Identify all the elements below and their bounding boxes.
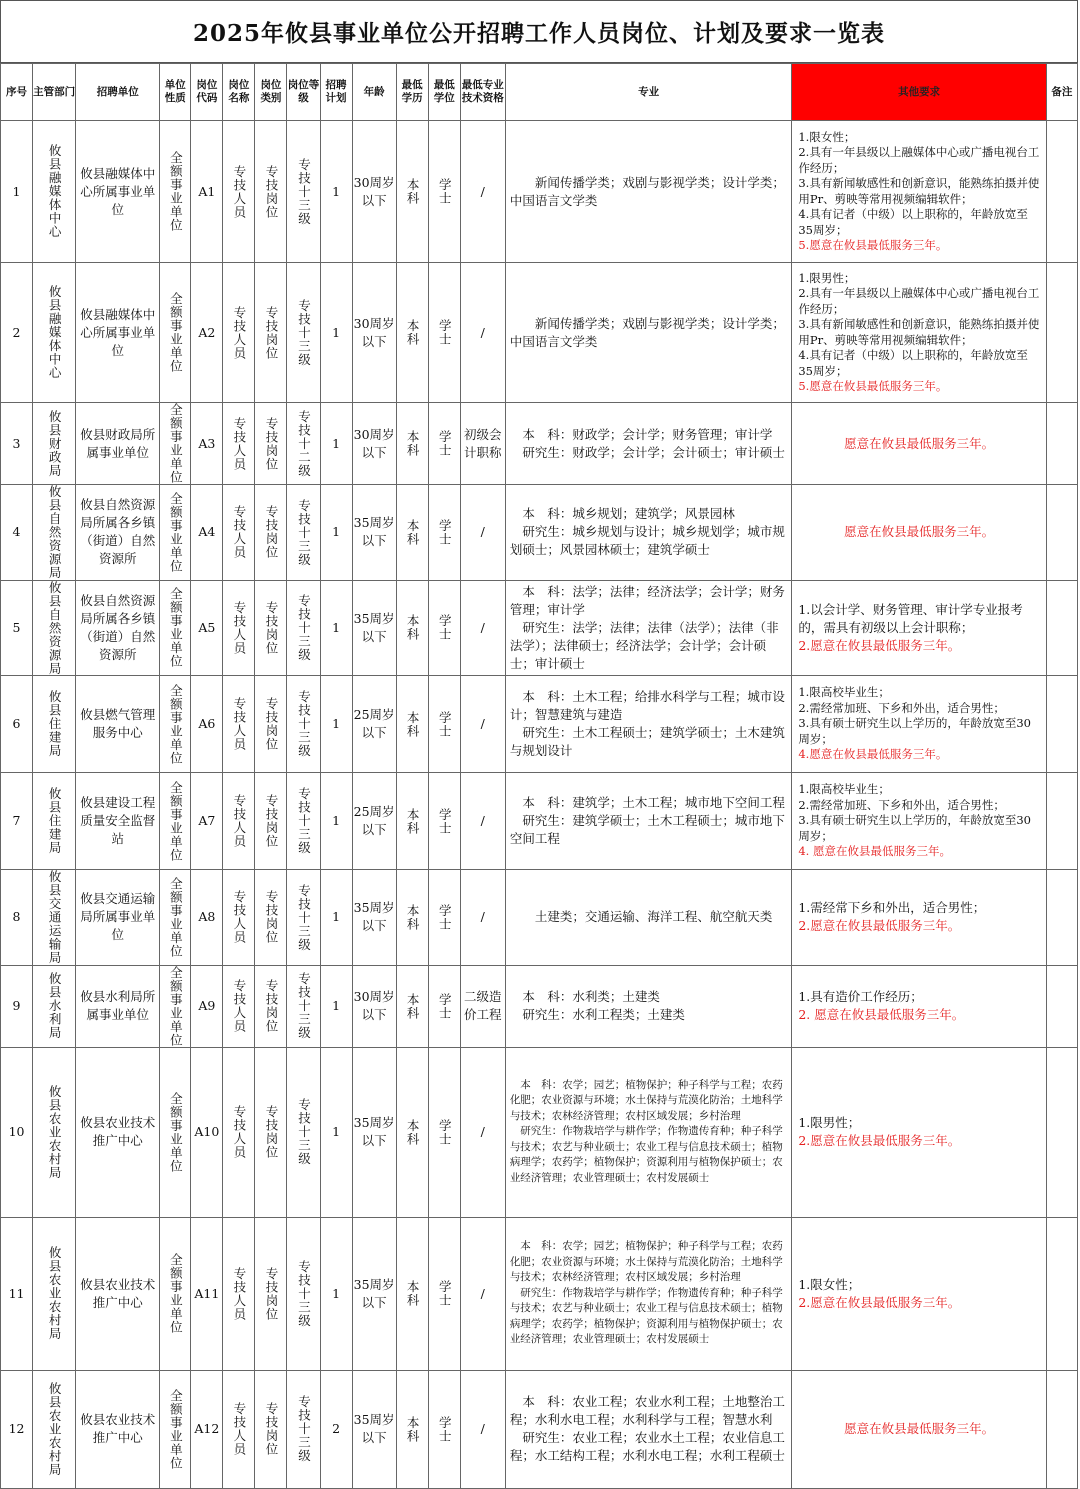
cell-seq: 8: [1, 870, 33, 966]
cell-name: 专技人员: [223, 580, 255, 676]
cell-dept: 攸县农业农村局: [33, 1217, 76, 1370]
cell-degree: 学士: [428, 121, 460, 263]
cell-note: [1046, 485, 1077, 581]
cell-qual: /: [460, 580, 505, 676]
cell-major: [505, 773, 792, 870]
cell-nature: 全额事业单位: [160, 1217, 191, 1370]
cell-degree: 学士: [428, 1370, 460, 1488]
major-line: 土建类；交通运输、海洋工程、航空航天类: [509, 909, 773, 925]
cell-seq: 7: [1, 773, 33, 870]
header-row: [1, 64, 1078, 121]
cell-qual: /: [460, 485, 505, 581]
cell-dept: 攸县交通运输局: [33, 870, 76, 966]
cell-req: [792, 1370, 1046, 1488]
table-row: [1, 1217, 1078, 1370]
cell-seq: 6: [1, 676, 33, 773]
cell-note: [1046, 1370, 1077, 1488]
cell-edu: 本科: [396, 965, 428, 1047]
cell-unit: 攸县融媒体中心所属事业单位: [76, 121, 160, 263]
cell-seq: 9: [1, 965, 33, 1047]
req-line: 2.具有一年县级以上融媒体中心或广播电视台工作经历；: [798, 145, 1040, 175]
cell-unit: 攸县农业技术推广中心: [76, 1370, 160, 1488]
req-line: 1.以会计学、财务管理、审计学专业报考的，需具有初级以上会计职称；: [798, 601, 1023, 635]
cell-note: [1046, 676, 1077, 773]
cell-major: [505, 403, 792, 485]
cell-dept: 攸县住建局: [33, 676, 76, 773]
header-nature: 单位性质: [160, 64, 191, 121]
cell-level: 专技十二级: [287, 403, 320, 485]
req-line: 1.限男性；: [798, 270, 856, 285]
req-line: 1.限高校毕业生；: [798, 782, 890, 797]
cell-major: [505, 870, 792, 966]
req-line: 3.具有硕士研究生以上学历的，年龄放宽至30周岁；: [798, 716, 1031, 746]
req-line: 2.愿意在攸县最低服务三年。: [798, 637, 961, 653]
cell-note: [1046, 403, 1077, 485]
cell-plan: 1: [320, 121, 352, 263]
cell-age: 30周岁以下: [352, 403, 396, 485]
cell-level: 专技十三级: [287, 870, 320, 966]
cell-nature: 全额事业单位: [160, 1047, 191, 1217]
cell-category: 专技岗位: [255, 1370, 287, 1488]
major-line: 研究生：建筑学硕士；土木工程硕士；城市地下空间工程: [509, 813, 785, 846]
cell-plan: 2: [320, 1370, 352, 1488]
cell-edu: 本科: [396, 403, 428, 485]
cell-qual: 二级造价工程: [460, 965, 505, 1047]
cell-major: [505, 263, 792, 403]
cell-age: 25周岁以下: [352, 773, 396, 870]
table-row: [1, 263, 1078, 403]
recruitment-table: [0, 63, 1078, 1489]
cell-nature: 全额事业单位: [160, 580, 191, 676]
cell-degree: 学士: [428, 676, 460, 773]
cell-dept: 攸县融媒体中心: [33, 121, 76, 263]
cell-name: 专技人员: [223, 1370, 255, 1488]
cell-unit: 攸县财政局所属事业单位: [76, 403, 160, 485]
cell-qual: /: [460, 1047, 505, 1217]
cell-qual: /: [460, 1370, 505, 1488]
req-line: 2. 愿意在攸县最低服务三年。: [798, 1007, 965, 1022]
header-edu: 最低学历: [396, 64, 428, 121]
cell-plan: 1: [320, 485, 352, 581]
cell-unit: 攸县农业技术推广中心: [76, 1217, 160, 1370]
cell-age: 35周岁以下: [352, 1370, 396, 1488]
cell-note: [1046, 263, 1077, 403]
cell-degree: 学士: [428, 1047, 460, 1217]
cell-major: [505, 485, 792, 581]
cell-nature: 全额事业单位: [160, 485, 191, 581]
cell-name: 专技人员: [223, 1217, 255, 1370]
req-line: 4. 愿意在攸县最低服务三年。: [798, 844, 951, 859]
cell-nature: 全额事业单位: [160, 773, 191, 870]
cell-code: A2: [191, 263, 223, 403]
cell-category: 专技岗位: [255, 773, 287, 870]
cell-seq: 10: [1, 1047, 33, 1217]
cell-degree: 学士: [428, 870, 460, 966]
cell-major: [505, 676, 792, 773]
cell-plan: 1: [320, 403, 352, 485]
table-row: [1, 870, 1078, 966]
cell-edu: 本科: [396, 1047, 428, 1217]
major-line: 本 科：农学；园艺；植物保护；种子科学与工程；农药化肥；农业资源与环境；水土保持与荒漠化防治；土地科学与技术；农林经济管理；农村区域发展；乡村治理: [509, 1078, 783, 1122]
header-seq: 序号: [1, 64, 33, 121]
table-row: [1, 121, 1078, 263]
req-line: 1.具有造价工作经历；: [798, 989, 923, 1004]
cell-dept: 攸县水利局: [33, 965, 76, 1047]
req-line: 1.需经常下乡和外出，适合男性；: [798, 900, 986, 916]
cell-qual: /: [460, 773, 505, 870]
cell-age: 30周岁以下: [352, 965, 396, 1047]
cell-dept: 攸县自然资源局: [33, 580, 76, 676]
header-code: 岗位代码: [191, 64, 223, 121]
cell-age: 35周岁以下: [352, 485, 396, 581]
header-req: 其他要求: [792, 64, 1046, 121]
header-name: 岗位名称: [223, 64, 255, 121]
req-line: 2.愿意在攸县最低服务三年。: [798, 918, 961, 934]
cell-dept: 攸县自然资源局: [33, 485, 76, 581]
cell-name: 专技人员: [223, 485, 255, 581]
cell-age: 30周岁以下: [352, 121, 396, 263]
major-line: 本 科：财政学；会计学；财务管理；审计学: [509, 426, 773, 442]
cell-edu: 本科: [396, 676, 428, 773]
header-qual: 最低专业技术资格: [460, 64, 505, 121]
cell-name: 专技人员: [223, 403, 255, 485]
major-line: 研究生：农业工程；农业水土工程；农业信息工程；水工结构工程；水利水电工程；水利工程硕士: [509, 1430, 785, 1463]
table-row: [1, 773, 1078, 870]
cell-name: 专技人员: [223, 870, 255, 966]
cell-req: [792, 965, 1046, 1047]
header-level: 岗位等级: [287, 64, 320, 121]
cell-code: A6: [191, 676, 223, 773]
cell-degree: 学士: [428, 485, 460, 581]
cell-qual: /: [460, 1217, 505, 1370]
cell-unit: 攸县建设工程质量安全监督站: [76, 773, 160, 870]
cell-nature: 全额事业单位: [160, 403, 191, 485]
cell-nature: 全额事业单位: [160, 1370, 191, 1488]
req-line: 2.愿意在攸县最低服务三年。: [798, 1294, 961, 1310]
req-line: 1.限女性；: [798, 1276, 861, 1292]
cell-qual: /: [460, 263, 505, 403]
cell-note: [1046, 1047, 1077, 1217]
cell-level: 专技十三级: [287, 580, 320, 676]
cell-edu: 本科: [396, 580, 428, 676]
cell-category: 专技岗位: [255, 676, 287, 773]
table-row: [1, 676, 1078, 773]
cell-name: 专技人员: [223, 965, 255, 1047]
cell-req: [792, 263, 1046, 403]
cell-age: 35周岁以下: [352, 870, 396, 966]
cell-age: 30周岁以下: [352, 263, 396, 403]
req-line: 3.具有硕士研究生以上学历的，年龄放宽至30周岁；: [798, 813, 1031, 843]
cell-edu: 本科: [396, 121, 428, 263]
cell-dept: 攸县农业农村局: [33, 1370, 76, 1488]
cell-major: [505, 1047, 792, 1217]
cell-nature: 全额事业单位: [160, 965, 191, 1047]
major-line: 本 科：农业工程；农业水利工程；土地整治工程；水利水电工程；水利科学与工程；智慧水利: [509, 1394, 785, 1427]
major-line: 研究生：城乡规划与设计；城乡规划学；城市规划硕士；风景园林硕士；建筑学硕士: [509, 524, 785, 558]
table-row: [1, 485, 1078, 581]
major-line: 研究生：作物栽培学与耕作学；作物遗传育种；种子科学与技术；农艺与种业硕士；农业工程与信息技术硕士；植物病理学；农药学；植物保护；资源利用与植物保护硕士；农业经济管理；农业管理硕士；农村发展硕士: [509, 1286, 783, 1346]
cell-name: 专技人员: [223, 121, 255, 263]
major-line: 本 科：城乡规划；建筑学；风景园林: [509, 506, 735, 522]
cell-code: A8: [191, 870, 223, 966]
cell-category: 专技岗位: [255, 580, 287, 676]
cell-dept: 攸县农业农村局: [33, 1047, 76, 1217]
req-line: 2.愿意在攸县最低服务三年。: [798, 1133, 961, 1148]
cell-seq: 11: [1, 1217, 33, 1370]
req-line: 愿意在攸县最低服务三年。: [844, 435, 995, 451]
cell-age: 35周岁以下: [352, 580, 396, 676]
cell-plan: 1: [320, 965, 352, 1047]
cell-edu: 本科: [396, 485, 428, 581]
header-age: 年龄: [352, 64, 396, 121]
cell-nature: 全额事业单位: [160, 263, 191, 403]
cell-plan: 1: [320, 773, 352, 870]
cell-seq: 3: [1, 403, 33, 485]
cell-code: A3: [191, 403, 223, 485]
cell-name: 专技人员: [223, 263, 255, 403]
req-line: 1.限女性；: [798, 129, 856, 144]
table-row: [1, 580, 1078, 676]
header-unit: 招聘单位: [76, 64, 160, 121]
cell-level: 专技十三级: [287, 1370, 320, 1488]
cell-dept: 攸县财政局: [33, 403, 76, 485]
cell-seq: 1: [1, 121, 33, 263]
cell-qual: 初级会计职称: [460, 403, 505, 485]
cell-category: 专技岗位: [255, 965, 287, 1047]
req-line: 3.具有新闻敏感性和创新意识，能熟练拍摄并使用Pr、剪映等常用视频编辑软件；: [798, 317, 1040, 347]
cell-note: [1046, 773, 1077, 870]
major-line: 研究生：财政学；会计学；会计硕士；审计硕士: [509, 444, 785, 460]
cell-code: A1: [191, 121, 223, 263]
major-line: 研究生：水利工程类；土建类: [509, 1007, 685, 1022]
cell-code: A7: [191, 773, 223, 870]
cell-note: [1046, 870, 1077, 966]
table-row: [1, 1047, 1078, 1217]
cell-edu: 本科: [396, 263, 428, 403]
req-line: 4.具有记者（中级）以上职称的，年龄放宽至35周岁；: [798, 207, 1028, 237]
cell-major: [505, 965, 792, 1047]
cell-age: 35周岁以下: [352, 1217, 396, 1370]
cell-plan: 1: [320, 580, 352, 676]
cell-nature: 全额事业单位: [160, 870, 191, 966]
cell-req: [792, 403, 1046, 485]
cell-unit: 攸县农业技术推广中心: [76, 1047, 160, 1217]
header-category: 岗位类别: [255, 64, 287, 121]
major-line: 新闻传播学类；戏剧与影视学类；设计学类；中国语言文学类: [509, 315, 785, 349]
req-line: 4.愿意在攸县最低服务三年。: [798, 747, 948, 762]
cell-plan: 1: [320, 1047, 352, 1217]
cell-level: 专技十三级: [287, 1217, 320, 1370]
cell-degree: 学士: [428, 263, 460, 403]
cell-degree: 学士: [428, 403, 460, 485]
cell-level: 专技十三级: [287, 485, 320, 581]
table-row: [1, 965, 1078, 1047]
cell-category: 专技岗位: [255, 121, 287, 263]
cell-level: 专技十三级: [287, 676, 320, 773]
cell-unit: 攸县自然资源局所属各乡镇（街道）自然资源所: [76, 485, 160, 581]
cell-note: [1046, 1217, 1077, 1370]
cell-unit: 攸县自然资源局所属各乡镇（街道）自然资源所: [76, 580, 160, 676]
req-line: 3.具有新闻敏感性和创新意识，能熟练拍摄并使用Pr、剪映等常用视频编辑软件；: [798, 176, 1040, 206]
header-note: 备注: [1046, 64, 1077, 121]
cell-degree: 学士: [428, 580, 460, 676]
cell-category: 专技岗位: [255, 1217, 287, 1370]
cell-req: [792, 676, 1046, 773]
cell-code: A9: [191, 965, 223, 1047]
cell-nature: 全额事业单位: [160, 676, 191, 773]
cell-qual: /: [460, 676, 505, 773]
cell-req: [792, 1047, 1046, 1217]
major-line: 本 科：水利类；土建类: [509, 989, 660, 1004]
table-row: [1, 1370, 1078, 1488]
cell-category: 专技岗位: [255, 263, 287, 403]
cell-qual: /: [460, 121, 505, 263]
req-line: 1.限高校毕业生；: [798, 685, 890, 700]
req-line: 愿意在攸县最低服务三年。: [844, 524, 995, 540]
cell-level: 专技十三级: [287, 773, 320, 870]
cell-plan: 1: [320, 263, 352, 403]
cell-dept: 攸县住建局: [33, 773, 76, 870]
major-line: 本 科：土木工程；给排水科学与工程；城市设计；智慧建筑与建造: [509, 689, 785, 722]
major-line: 新闻传播学类；戏剧与影视学类；设计学类；中国语言文学类: [509, 174, 785, 208]
cell-level: 专技十三级: [287, 263, 320, 403]
cell-unit: 攸县融媒体中心所属事业单位: [76, 263, 160, 403]
major-line: 本 科：农学；园艺；植物保护；种子科学与工程；农药化肥；农业资源与环境；水土保持与荒漠化防治；土地科学与技术；农林经济管理；农村区域发展；乡村治理: [509, 1240, 783, 1284]
cell-seq: 12: [1, 1370, 33, 1488]
cell-age: 35周岁以下: [352, 1047, 396, 1217]
cell-major: [505, 1370, 792, 1488]
page-title: 2025年攸县事业单位公开招聘工作人员岗位、计划及要求一览表: [0, 0, 1078, 63]
cell-category: 专技岗位: [255, 485, 287, 581]
cell-plan: 1: [320, 870, 352, 966]
cell-age: 25周岁以下: [352, 676, 396, 773]
cell-note: [1046, 580, 1077, 676]
cell-major: [505, 580, 792, 676]
major-line: 研究生：土木工程硕士；建筑学硕士；土木建筑与规划设计: [509, 725, 785, 758]
cell-edu: 本科: [396, 1370, 428, 1488]
header-plan: 招聘计划: [320, 64, 352, 121]
req-line: 1.限男性；: [798, 1115, 861, 1130]
cell-major: [505, 121, 792, 263]
major-line: 研究生：作物栽培学与耕作学；作物遗传育种；种子科学与技术；农艺与种业硕士；农业工程与信息技术硕士；植物病理学；农药学；植物保护；资源利用与植物保护硕士；农业经济管理；农业管理硕士；农村发展硕士: [509, 1125, 783, 1184]
cell-level: 专技十三级: [287, 1047, 320, 1217]
cell-major: [505, 1217, 792, 1370]
cell-code: A4: [191, 485, 223, 581]
cell-code: A5: [191, 580, 223, 676]
cell-name: 专技人员: [223, 676, 255, 773]
cell-degree: 学士: [428, 1217, 460, 1370]
cell-note: [1046, 965, 1077, 1047]
header-major: 专业: [505, 64, 792, 121]
cell-category: 专技岗位: [255, 870, 287, 966]
req-line: 愿意在攸县最低服务三年。: [844, 1421, 995, 1436]
cell-degree: 学士: [428, 965, 460, 1047]
cell-name: 专技人员: [223, 773, 255, 870]
cell-req: [792, 870, 1046, 966]
major-line: 本 科：建筑学；土木工程；城市地下空间工程: [509, 795, 785, 810]
cell-req: [792, 121, 1046, 263]
req-line: 2.需经常加班、下乡和外出，适合男性；: [798, 797, 1005, 812]
cell-edu: 本科: [396, 773, 428, 870]
cell-note: [1046, 121, 1077, 263]
cell-req: [792, 1217, 1046, 1370]
cell-unit: 攸县燃气管理服务中心: [76, 676, 160, 773]
header-degree: 最低学位: [428, 64, 460, 121]
cell-category: 专技岗位: [255, 403, 287, 485]
cell-nature: 全额事业单位: [160, 121, 191, 263]
cell-category: 专技岗位: [255, 1047, 287, 1217]
req-line: 2.需经常加班、下乡和外出，适合男性；: [798, 700, 1005, 715]
cell-code: A11: [191, 1217, 223, 1370]
cell-seq: 5: [1, 580, 33, 676]
cell-code: A12: [191, 1370, 223, 1488]
cell-qual: /: [460, 870, 505, 966]
major-line: 本 科：法学；法律；经济法学；会计学；财务管理；审计学: [509, 583, 785, 617]
cell-dept: 攸县融媒体中心: [33, 263, 76, 403]
cell-plan: 1: [320, 1217, 352, 1370]
cell-level: 专技十三级: [287, 965, 320, 1047]
cell-unit: 攸县水利局所属事业单位: [76, 965, 160, 1047]
cell-code: A10: [191, 1047, 223, 1217]
cell-level: 专技十三级: [287, 121, 320, 263]
cell-seq: 2: [1, 263, 33, 403]
req-line: 5.愿意在攸县最低服务三年。: [798, 379, 948, 393]
req-line: 5.愿意在攸县最低服务三年。: [798, 238, 948, 252]
cell-edu: 本科: [396, 870, 428, 966]
cell-unit: 攸县交通运输局所属事业单位: [76, 870, 160, 966]
cell-req: [792, 773, 1046, 870]
cell-seq: 4: [1, 485, 33, 581]
cell-edu: 本科: [396, 1217, 428, 1370]
header-dept: 主管部门: [33, 64, 76, 121]
major-line: 研究生：法学；法律；法律（法学）；法律（非法学）；法律硕士；经济法学；会计学；会计硕士；审计硕士: [509, 619, 779, 671]
table-row: [1, 403, 1078, 485]
cell-req: [792, 485, 1046, 581]
cell-name: 专技人员: [223, 1047, 255, 1217]
req-line: 2.具有一年县级以上融媒体中心或广播电视台工作经历；: [798, 286, 1040, 316]
req-line: 4.具有记者（中级）以上职称的，年龄放宽至35周岁；: [798, 348, 1028, 378]
cell-plan: 1: [320, 676, 352, 773]
cell-req: [792, 580, 1046, 676]
cell-degree: 学士: [428, 773, 460, 870]
